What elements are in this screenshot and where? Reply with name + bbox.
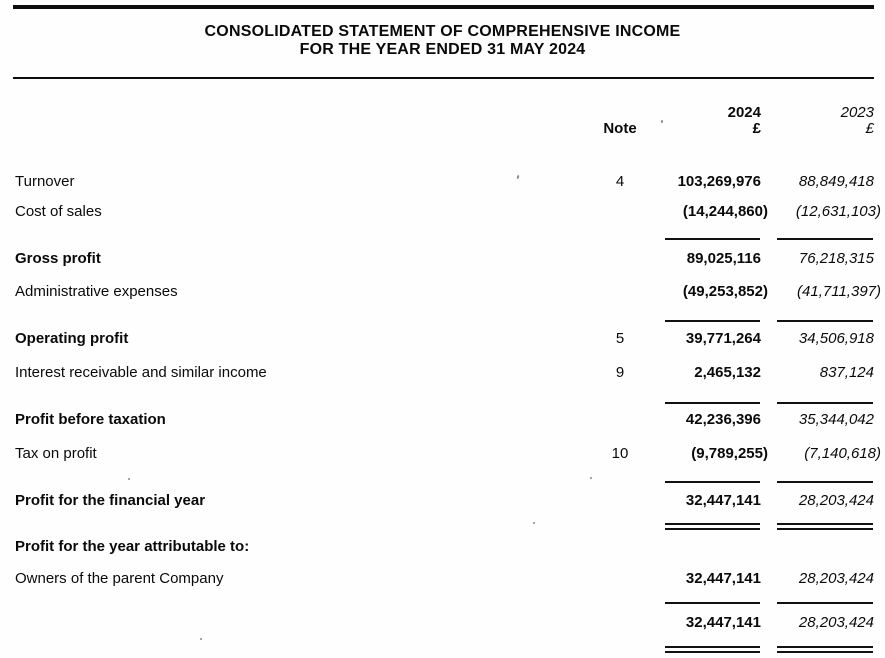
- row-label: Profit for the year attributable to:: [15, 538, 250, 555]
- subtotal-rule-2023: [777, 481, 873, 483]
- scan-artifact: [128, 478, 130, 480]
- row-label: Turnover: [15, 173, 75, 190]
- row-value-2024: (9,789,255): [691, 445, 768, 462]
- page-title: [0, 23, 885, 59]
- subtotal-rule-2023: [777, 320, 873, 322]
- row-value-2023: (7,140,618): [804, 445, 881, 462]
- row-value-2023: 28,203,424: [798, 570, 874, 587]
- row-note: 10: [611, 445, 629, 462]
- column-header-currency-2023: £: [865, 120, 874, 137]
- subtotal-rule-2023: [777, 602, 873, 604]
- table-row-interest-receivable: [0, 365, 885, 381]
- row-label: Gross profit: [15, 250, 101, 267]
- scan-artifact: [533, 522, 535, 524]
- total-double-rule-2023: [777, 523, 873, 530]
- total-double-rule-2024: [665, 523, 760, 530]
- row-value-2024: 32,447,141: [685, 492, 761, 509]
- row-label: Profit for the financial year: [15, 492, 206, 509]
- table-row-operating-profit: [0, 331, 885, 347]
- row-note: 5: [615, 330, 625, 347]
- table-row-owners-of-parent: [0, 571, 885, 587]
- row-note: 9: [615, 364, 625, 381]
- page-title-line-2: FOR THE YEAR ENDED 31 MAY 2024: [299, 41, 586, 58]
- row-label: Administrative expenses: [15, 283, 178, 300]
- scan-artifact: [590, 477, 592, 479]
- row-note: 4: [615, 173, 625, 190]
- subtotal-rule-2024: [665, 320, 760, 322]
- row-value-2024: (14,244,860): [682, 203, 768, 220]
- row-label: Owners of the parent Company: [15, 570, 224, 587]
- page-title-line-1: CONSOLIDATED STATEMENT OF COMPREHENSIVE INCOME: [204, 23, 681, 40]
- row-value-2024: 89,025,116: [686, 250, 761, 267]
- subtotal-rule-2023: [777, 238, 873, 240]
- row-value-2024: 103,269,976: [677, 173, 761, 190]
- total-double-rule-2023: [777, 646, 873, 653]
- column-header-2024: 2024: [727, 104, 761, 121]
- column-header-note: Note: [603, 120, 637, 137]
- row-value-2023: 28,203,424: [798, 492, 874, 509]
- row-value-2023: 88,849,418: [798, 173, 874, 190]
- scan-artifact: [661, 120, 663, 123]
- row-value-2023: 34,506,918: [798, 330, 874, 347]
- subtotal-rule-2024: [665, 238, 760, 240]
- row-value-2023: 76,218,315: [798, 250, 874, 267]
- row-label: Operating profit: [15, 330, 129, 347]
- row-value-2023: 35,344,042: [798, 411, 874, 428]
- table-row-profit-before-taxation: [0, 412, 885, 428]
- column-header-2023: 2023: [840, 104, 874, 121]
- table-row-attributable-heading: [0, 539, 885, 555]
- column-header-currency-2024: £: [752, 120, 761, 137]
- table-row-cost-of-sales: [0, 204, 885, 220]
- row-label: Profit before taxation: [15, 411, 166, 428]
- row-value-2024: 32,447,141: [685, 570, 761, 587]
- row-value-2023: (12,631,103): [795, 203, 881, 220]
- subtotal-rule-2024: [665, 481, 760, 483]
- subtotal-rule-2024: [665, 602, 760, 604]
- table-row-tax-on-profit: [0, 446, 885, 462]
- row-value-2024: 39,771,264: [685, 330, 761, 347]
- row-label: Tax on profit: [15, 445, 97, 462]
- row-value-2024: (49,253,852): [682, 283, 768, 300]
- row-value-2023: (41,711,397): [797, 283, 881, 300]
- table-row-total-attributable: [0, 615, 885, 631]
- row-label: Cost of sales: [15, 203, 102, 220]
- top-border-rule: [13, 5, 874, 9]
- row-value-2023: 28,203,424: [798, 614, 874, 631]
- row-label: Interest receivable and similar income: [15, 364, 267, 381]
- table-row-administrative-expenses: [0, 284, 885, 300]
- row-value-2024: 42,236,396: [685, 411, 761, 428]
- row-value-2024: 2,465,132: [694, 364, 761, 381]
- table-row-profit-for-financial-year: [0, 493, 885, 509]
- row-value-2023: 837,124: [819, 364, 874, 381]
- table-row-gross-profit: [0, 251, 885, 267]
- row-value-2024: 32,447,141: [685, 614, 761, 631]
- table-row-turnover: [0, 174, 885, 190]
- title-underline-rule: [13, 77, 874, 79]
- scan-artifact: [200, 638, 202, 640]
- total-double-rule-2024: [665, 646, 760, 653]
- subtotal-rule-2024: [665, 402, 760, 404]
- subtotal-rule-2023: [777, 402, 873, 404]
